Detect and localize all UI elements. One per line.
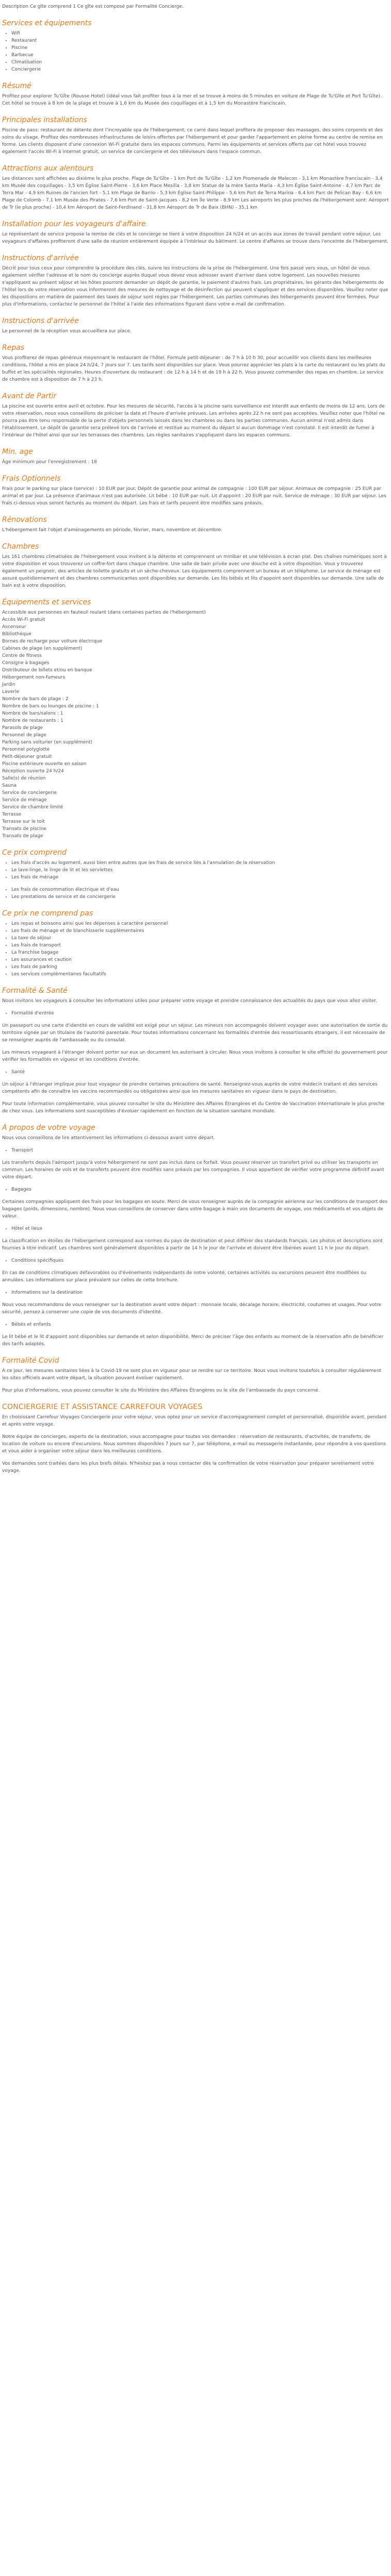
repas-section <box>2 343 389 383</box>
list-item: • Bagages <box>11 1186 389 1193</box>
list-item: Réception ouverte 24 h/24 <box>2 769 64 774</box>
formalite-sante-section <box>2 986 389 1115</box>
equipements-lead: Accessible aux personnes en fauteuil roulant (dans certaines parties de l'hébergement) <box>2 610 206 615</box>
list-item: • Conditions spécifiques <box>11 1257 389 1264</box>
instructions-arrivee-section <box>2 253 389 308</box>
formalite-sante-text: Nous invitons les voyageurs à consulter les informations utiles pour préparer votre voyage et prendre connaissance des actualités du pays que vous allez visiter. <box>2 998 378 1004</box>
prix-ne-comprend-pas-section <box>2 909 389 978</box>
equipements-title: Équipements et services <box>2 598 91 606</box>
bagages-list <box>2 1186 389 1193</box>
prix-comprend-list-2 <box>2 886 389 901</box>
prix-ne-comprend-pas-title: Ce prix ne comprend pas <box>2 909 93 918</box>
conciergerie-text: En choisissant Carrefour Voyages Conciergerie pour votre séjour, vous optez pour un service d'accompagnement complet et personnalisé, disponible avant, pendant et après votre voyage. <box>2 1415 387 1427</box>
list-item: Ascenseur <box>2 624 26 630</box>
sante-text: Un séjour à l'étranger implique pour tout voyageur de prendre certaines précautions de santé. Renseignez-vous auprès de votre médecin traitant et des services compétents afin de connaître les vaccins recommandés ou obligatoires ainsi que les mesures sanitaires en vigueur dans le pays de destination. <box>2 1082 378 1094</box>
list-item: • Restaurant <box>11 37 389 44</box>
resume-title: Résumé <box>2 82 31 90</box>
sante-list <box>2 1069 389 1076</box>
avant-partir-section <box>2 392 389 439</box>
list-item: Service de conciergerie <box>2 790 57 795</box>
list-item: • Le lave-linge, le linge de lit et les serviettes <box>11 867 389 874</box>
a-propos-text: Nous vous conseillons de lire attentivement les informations ci-dessous avant votre départ. <box>2 1136 215 1141</box>
list-item: • Les frais de consommation électrique et d'eau <box>11 886 389 893</box>
services-section <box>2 19 389 73</box>
prix-comprend-list <box>2 859 389 881</box>
prix-comprend-title: Ce prix comprend <box>2 849 67 857</box>
list-item: • La taxe de séjour <box>11 935 389 942</box>
instructions-arrivee2-title: Instructions d'arrivée <box>2 317 79 325</box>
list-item: • Transport <box>11 1147 389 1154</box>
repas-title: Repas <box>2 344 25 352</box>
list-item: Parking sans voiturier (en supplément) <box>2 740 93 745</box>
list-item: • Piscine <box>11 44 389 52</box>
list-item: Distributeur de billets et/ou en banque <box>2 668 92 673</box>
list-item: Laverie <box>2 689 20 694</box>
instructions-arrivee-title: Instructions d'arrivée <box>2 254 79 262</box>
equipements-section <box>2 598 389 840</box>
min-age-text: Âge minimum pour l'enregistrement : 18 <box>2 460 97 465</box>
instructions-arrivee2-section <box>2 316 389 335</box>
formalite-sante-title: Formalité & Santé <box>2 987 68 995</box>
destination-list <box>2 1289 389 1296</box>
list-item: Centre de fitness <box>2 653 42 658</box>
list-item: Transats de plage <box>2 834 43 839</box>
formalite-covid-title: Formalité Covid <box>2 1357 59 1365</box>
formalite-entree-list <box>2 1010 389 1017</box>
principales-section <box>2 115 389 156</box>
prix-comprend-section <box>2 848 389 901</box>
list-item: Parasols de plage <box>2 725 43 731</box>
list-item: Bibliothèque <box>2 632 31 637</box>
equipements-list <box>2 616 389 840</box>
list-item: • Les services complémentaires facultatifs <box>11 971 389 978</box>
chambres-title: Chambres <box>2 543 39 551</box>
list-item: Terrasse sur le toit <box>2 819 45 824</box>
installation-title: Installation pour les voyageurs d'affaire <box>2 220 146 228</box>
destination-text: Nous vous recommandons de vous renseigner sur la destination avant votre départ : monnaie locale, décalage horaire, électricité, coutumes et usages. Pour votre sécurité, pensez à conserver une copie de vos documents d'identité. <box>2 1302 382 1315</box>
list-item: • Hôtel et lieux <box>11 1225 389 1232</box>
list-item: Service de ménage <box>2 798 47 803</box>
min-age-title: Min. age <box>2 448 33 456</box>
list-item: • Les frais d'accès au logement, aussi bien entre autres que les frais de service liés à l'annulation de la réservation <box>11 859 389 867</box>
principales-text: Piscine de pass: restaurant de détente dont l'incroyable spa de l'hébergement, ce carré dans lequel profitera de proposer des massages, des soins corporels et des soins du visage. Profitez des nombreuses infrastructures de loisirs offertes par l'hébergement et pour garder l'appartement en pleine forme au centre de remise en forme. Les clients disposent d'une connexion Wi-Fi gratuite dans les espaces communs. Parmi les équipements et services offerts par cet hôtel vous trouvez également l'accès Wi-Fi à internet gratuit, un service de conciergerie et des téléviseurs dans l'espace commun. <box>2 128 383 155</box>
bebes-text: Le lit bébé et le lit d'appoint sont disponibles sur demande et selon disponibilité. Merci de préciser l'âge des enfants au moment de la réservation afin de bénéficier des tarifs adaptés. <box>2 1334 384 1347</box>
list-item: • Bébés et enfants <box>11 1321 389 1328</box>
list-item: • Les frais de ménage <box>11 874 389 881</box>
list-item: • Conciergerie <box>11 66 389 73</box>
intro-text: Description Ce gîte comprend 1 Ce gîte est composé par Formalité Concierge. <box>2 4 184 9</box>
instructions-arrivee-text: Décrit pour tous ceux pour comprendre la procédure des clés, suivre les instructions de la prise de l'hébergement. Une fois passé vers vous, un hôtel de vous également vérifier l'adresse et le nom du concierge auprès duquel vous devez vous adresser avant d'arriver dans votre logement. Les nouvelles mesures s'appliquent au présent séjour et les hôtes pourront demander un dépôt de garantie, le paiement d'autres frais. Les propriétaires, les gérants des hébergements de l'hôtel lors de votre réservation vous informeront des mesures de nettoyage et de désinfection qui peuvent s'appliquer et des services disponibles. Veuillez noter que les dispositions en matière de paiement des taxes de séjour sont régies par l'hébergement. Les parties communes des hébergements peuvent être fermées. Pour plus d'informations, contactez le personnel de l'hôtel à l'aide des informations figurant dans votre e-mail de confirmation. <box>2 266 388 307</box>
list-item: Accès Wi-Fi gratuit <box>2 617 45 622</box>
attractions-text: Les distances sont affichées au dixième le plus proche. Plage de Tu'Gîte - 1 km Port de Tu'Gîte - 1,2 km Promenade de Malecon - 3,1 km Monastère franciscain - 3,4 km Musée des coquillages - 3,5 km Église Saint-Pierre - 3,6 km Place Mesilla - 3,8 km Statue de la mère Santa Maria - 4,3 km Église Saint-Antoine - 4,7 km Parc de Terra Mar - 4,9 km Ruines de l'ancien fort - 5,1 km Plage de Barrio - 5,3 km Église Saint-Philippe - 5,6 km Port de Terra Marina - 6,4 km Parc de Pelican Bay - 6,6 km Plage de Colomb - 7,1 km Musée des Pirates - 7,6 km Port de Saint-Jacques - 8,2 km Île Verte - 8,9 km Les aéroports les plus proches de l'hébergement sont: Aéroport de Tr (le plus proche) - 10,4 km Aéroport de Saint-Ferdinand - 31,8 km Aéroport de Tr de Baix (BHN) - 35,1 km <box>2 176 389 210</box>
list-item: Hébergement non-fumeurs <box>2 675 66 680</box>
installation-section <box>2 219 389 245</box>
list-item: Cabines de plage (en supplément) <box>2 646 83 651</box>
list-item: Nombre de bars ou lounges de piscine : 1 <box>2 704 99 709</box>
formalite-entree-text: Un passeport ou une carte d'identité en cours de validité est exigé pour un séjour. Les mineurs non accompagnés doivent voyager avec une autorisation de sortie du territoire signée par un titulaire de l'autorité parentale. Pour toutes informations concernant les formalités d'entrée des ressortissants étrangers, il est nécessaire de se renseigner auprès de l'ambassade ou du consulat. <box>2 1023 388 1043</box>
renovations-text: L'hébergement fait l'objet d'aménagements en période, février, mars, novembre et décembre. <box>2 528 223 533</box>
list-item: • Les frais de parking <box>11 963 389 971</box>
list-item: Jardin <box>2 682 15 687</box>
hotel-text: La classification en étoiles de l'hébergement correspond aux normes du pays de destination et peut différer des standards français. Les photos et descriptions sont fournies à titre indicatif. Les chambres sont généralement disponibles à partir de 14 h le jour de l'arrivée et doivent être libérées avant 11 h le jour du départ. <box>2 1239 383 1251</box>
list-item: Bornes de recharge pour voiture électrique <box>2 639 103 644</box>
services-title: Services et équipements <box>2 19 92 27</box>
list-item: Service de chambre limité <box>2 805 63 810</box>
conditions-list <box>2 1257 389 1264</box>
list-item: • Santé <box>11 1069 389 1076</box>
list-item: • Informations sur la destination <box>11 1289 389 1296</box>
list-item: • Les assurances et caution <box>11 956 389 963</box>
sante-text-2: Pour toute information complémentaire, vous pouvez consulter le site du Ministère des Affaires Étrangères et du Centre de Vaccination Internationale le plus proche de chez vous. Les informations sont susceptibles d'évoluer rapidement en fonction de la situation sanitaire mondiale. <box>2 1101 385 1114</box>
formalite-covid-text: À ce jour, les mesures sanitaires liées à la Covid-19 ne sont plus en vigueur pour se rendre sur ce territoire. Nous vous invitons toutefois à consulter régulièrement les sites officiels avant votre départ, la situation pouvant évoluer rapidement. <box>2 1368 382 1381</box>
list-item: Personnel de plage <box>2 733 46 738</box>
list-item: Transats de piscine <box>2 826 47 832</box>
list-item: Nombre de bars de plage : 2 <box>2 697 69 702</box>
chambres-section <box>2 542 389 589</box>
list-item: Personnel polyglotte <box>2 747 50 752</box>
repas-text: Vous profiterez de repas généreux moyennant le restaurant de l'hôtel. Formule petit-déjeuner : de 7 h à 10 h 30, pour accueillir vos clients dans les meilleures conditions, l'hôtel a mis en place 24 h/24, 7 jours sur 7. Les tarifs sont disponibles sur place. Vous pourrez apprécier les plats à la carte du restaurant ou les plats du buffet et les spécialités régionales. Heures d'ouverture du restaurant : de 12 h à 14 h et de 19 h à 22 h. Vous pouvez commander des repas en chambre. Le service de chambre est à disposition de 7 h à 23 h. <box>2 355 385 382</box>
formalite-entree-text-2: Les mineurs voyageant à l'étranger doivent porter sur eux un document les autorisant à circuler. Nous vous invitons à consulter le site officiel du gouvernement pour vérifier les formalités en vigueur et les conditions d'entrée. <box>2 1050 388 1062</box>
transport-text: Les transferts depuis l'aéroport jusqu'à votre hébergement ne sont pas inclus dans ce forfait. Vous pouvez réserver un transfert privé ou utiliser les transports en commun. Les horaires de vols et de transferts peuvent être modifiés sans préavis par les compagnies. Il vous appartient de vérifier votre programme définitif avant votre départ. <box>2 1160 384 1180</box>
renovations-title: Rénovations <box>2 516 47 524</box>
list-item: • Les prestations de service et de conciergerie <box>11 893 389 901</box>
list-item: Salle(s) de réunion <box>2 776 46 781</box>
avant-partir-title: Avant de Partir <box>2 392 57 400</box>
principales-title: Principales installations <box>2 116 87 124</box>
list-item: Consigne à bagages <box>2 660 50 666</box>
formalite-covid-text-2: Pour plus d'informations, vous pouvez consulter le site du Ministère des Affaires Étrangères ou le site de l'ambassade du pays concerné. <box>2 1388 320 1393</box>
resume-section <box>2 81 389 107</box>
attractions-section <box>2 164 389 211</box>
frais-text: Frais pour le parking sur place (service) : 10 EUR par jour. Dépôt de garantie pour animal de compagnie : 100 EUR par séjour. Animaux de compagnie : 25 EUR par animal et par jour. La présence d'animaux n'est pas autorisée. Lit bébé : 10 EUR par nuit. Lit d'appoint : 20 EUR par nuit. Service de ménage : 30 EUR par séjour. Les frais ci-dessus vous seront facturés au moment du départ. Les frais et tarifs peuvent être modifiés sans préavis. <box>2 486 386 506</box>
min-age-section <box>2 447 389 466</box>
list-item: • Formalité d'entrée <box>11 1010 389 1017</box>
formalite-covid-section <box>2 1356 389 1394</box>
frais-title: Frais Optionnels <box>2 474 61 483</box>
list-item: • Barbecue <box>11 52 389 59</box>
a-propos-section <box>2 1123 389 1348</box>
a-propos-title: À propos de votre voyage <box>2 1124 95 1132</box>
list-item: Nombre de bars/salons : 1 <box>2 711 63 716</box>
renovations-section <box>2 515 389 534</box>
avant-partir-text: La piscine est ouverte entre avril et octobre. Pour les mesures de sécurité, l'accès à la piscine sans surveillance est interdit aux enfants de moins de 12 ans. Lors de votre réservation, nous vous conseillons de préciser la date et l'heure d'arrivée prévues. Les arrivées après 22 h ne sont pas acceptées. Veuillez noter que l'hôtel ne pourra pas être tenu responsable de la perte d'objets personnels laissés dans les chambres ou dans les parties communes. Aucun animal n'est admis dans l'établissement. Le dépôt de garantie sera prélevé lors de l'arrivée et restitué au moment du départ si aucun dommage n'est constaté. Il est interdit de fumer à l'intérieur de l'hôtel ainsi que sur les terrasses des chambres. Les règles sanitaires s'appliquent dans les espaces communs. <box>2 404 385 438</box>
conciergerie-text-2: Notre équipe de concierges, experts de la destination, vous accompagne pour toutes vos demandes : réservation de restaurants, d'activités, de transferts, de location de voiture ou encore d'excursions. Nous sommes disponibles 7 jours sur 7, par téléphone, e-mail ou messagerie instantanée, pour répondre à vos questions et vous aider à organiser votre séjour dans les meilleures conditions. <box>2 1434 386 1454</box>
list-item: • La franchise bagage <box>11 949 389 956</box>
services-list <box>2 30 389 73</box>
bagages-text: Certaines compagnies appliquent des frais pour les bagages en soute. Merci de vous renseigner auprès de la compagnie aérienne sur les conditions de transport des bagages (poids, dimensions, nombre). Nous vous conseillons de conserver dans votre bagage à main vos documents de voyage, vos médicaments et vos objets de valeur. <box>2 1199 388 1219</box>
list-item: Terrasse <box>2 812 22 817</box>
conciergerie-section <box>2 1402 389 1475</box>
list-item: Nombre de restaurants : 1 <box>2 718 63 723</box>
list-item: • Les frais de ménage et de blanchisserie supplémentaires <box>11 927 389 935</box>
list-item: Piscine extérieure ouverte en saison <box>2 761 87 767</box>
resume-text: Profitez pour explorer Tu'Gîte (Rousse Hotel) (idéal vous fait profiter tous à la mer et se trouve à moins de 5 minutes en voiture de Plage de Tu'Gîte et Port Tu'Gîte). Cet hôtel se trouve à 8 km de la plage et trouve à 1,6 km du Musée des coquillages et à 1,5 km du Monastère franciscain. <box>2 94 382 106</box>
conditions-text: En cas de conditions climatiques défavorables ou d'événements indépendants de notre volonté, certaines activités ou excursions peuvent être modifiées ou annulées. Les informations sur place prévalent sur celles de cette brochure. <box>2 1270 367 1283</box>
list-item: • Climatisation <box>11 59 389 66</box>
conciergerie-text-3: Vos demandes sont traitées dans les plus brefs délais. N'hésitez pas à nous contacter dès la confirmation de votre réservation pour préparer sereinement votre voyage. <box>2 1461 374 1473</box>
list-item: Sauna <box>2 783 17 788</box>
list-item: • Les frais de transport <box>11 942 389 949</box>
list-item: • Wifi <box>11 30 389 37</box>
list-item: Petit-déjeuner gratuit <box>2 754 52 759</box>
instructions-arrivee2-text: Le personnel de la réception vous accueillera sur place. <box>2 329 132 334</box>
prix-ne-comprend-pas-list <box>2 920 389 978</box>
attractions-title: Attractions aux alentours <box>2 164 94 173</box>
hotel-list <box>2 1225 389 1232</box>
transport-list <box>2 1147 389 1154</box>
list-item: • Les repas et boissons ainsi que les dépenses à caractère personnel <box>11 920 389 927</box>
frais-section <box>2 474 389 507</box>
bebes-list <box>2 1321 389 1328</box>
chambres-text: Les 161 chambres climatisées de l'hébergement vous invitent à la détente et comprennent un minibar et une télévision à écran plat. Des chaînes numériques sont à votre disposition et vous trouverez un coffre-fort dans chaque chambre. Une salle de bain privée avec une douche est à votre disposition. Vous y trouverez également un peignoir, des articles de toilette gratuits et un sèche-cheveux. Les équipements comprennent un bureau et un téléphone. Le service de ménage est assuré quotidiennement et des chambres communicantes sont disponibles sur demande. Les lits bébés et lits d'appoint sont disponibles sur demande. Une salle de bain est à votre disposition. <box>2 554 387 588</box>
installation-text: Le représentant de service propose la remise de clés et le concierge se tient à votre disposition 24 h/24 et un accès aux zones de travail pendant votre séjour. Les voyageurs d'affaires profiteront d'une salle de réunion entièrement équipée à l'intérieur du bâtiment. Le centre d'affaires se trouve dans l'enceinte de l'hébergement. <box>2 232 388 244</box>
conciergerie-title: CONCIERGERIE ET ASSISTANCE CARREFOUR VOYAGES <box>2 1403 203 1411</box>
